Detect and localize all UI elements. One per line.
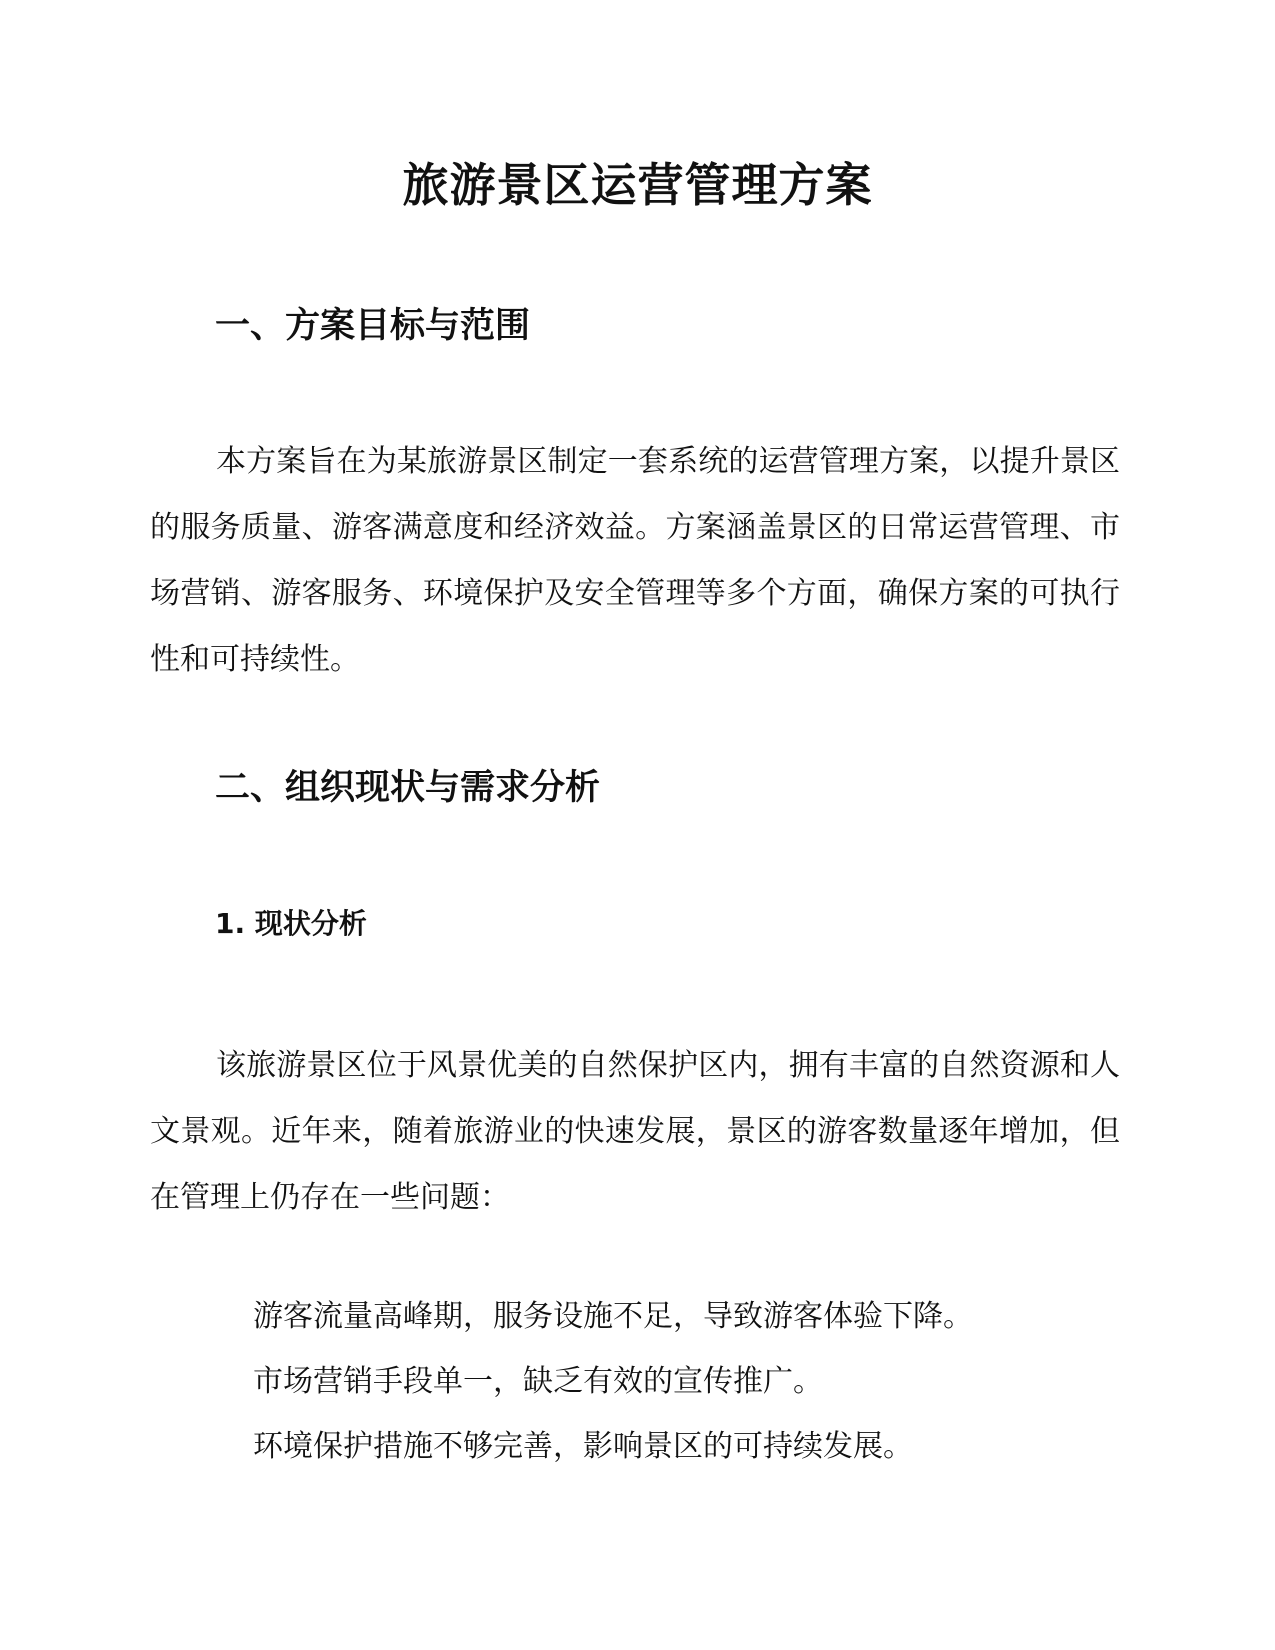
list-item: 游客流量高峰期，服务设施不足，导致游客体验下降。 (253, 1299, 973, 1334)
list-item: 市场营销手段单一，缺乏有效的宣传推广。 (253, 1364, 823, 1399)
section-heading-status-analysis: 二、组织现状与需求分析 (215, 768, 601, 808)
subsection-heading-current-status: 1. 现状分析 (215, 907, 367, 940)
document-title: 旅游景区运营管理方案 (402, 158, 873, 212)
list-item: 环境保护措施不够完善，影响景区的可持续发展。 (253, 1429, 913, 1464)
section-heading-goals-scope: 一、方案目标与范围 (215, 306, 531, 346)
subsection-paragraph-current-status: 该旅游景区位于风景优美的自然保护区内，拥有丰富的自然资源和人文景观。近年来，随着旅游业的快速发展，景区的游客数量逐年增加，但在管理上仍存在一些问题： (150, 1048, 1120, 1215)
section-paragraph-goals-scope: 本方案旨在为某旅游景区制定一套系统的运营管理方案，以提升景区的服务质量、游客满意度和经济效益。方案涵盖景区的日常运营管理、市场营销、游客服务、环境保护及安全管理等多个方面，确保方案的可执行性和可持续性。 (150, 444, 1120, 677)
issues-list (253, 1284, 1133, 1479)
